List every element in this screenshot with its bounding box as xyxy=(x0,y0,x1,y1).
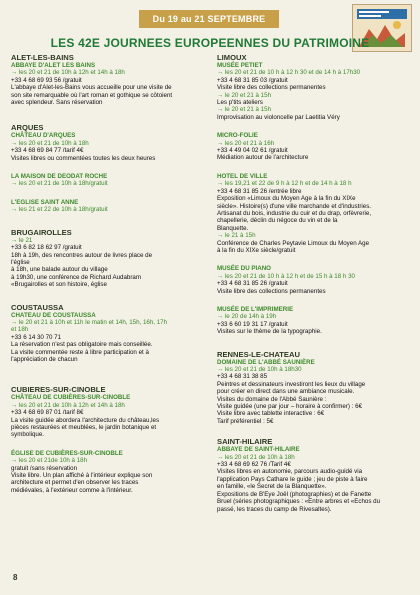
venue-heading: MUSÉE PETIET xyxy=(217,62,263,69)
schedule-line: → les 21 et 22 de 10h à 18h/gratuit xyxy=(11,206,108,214)
schedule-line: → les 20 et 21de 10h à 18h xyxy=(11,457,88,465)
info-line: architecture et permet d'en observer les traces xyxy=(11,479,139,487)
info-line: Artisanat du bois, industrie du cuir et du drap, orfèvrerie, xyxy=(217,209,372,217)
venue-heading: MICRO-FOLIE xyxy=(217,132,258,140)
info-line: +33 4 68 69 84 77 /tarif 4€ xyxy=(11,147,84,155)
info-line: Visite libre. Un plan affiché à l'intérieur explique son xyxy=(11,472,153,480)
info-line: à 18h, une balade autour du village xyxy=(11,266,108,274)
venue-heading: ÉGLISE DE CUBIÈRES-SUR-CINOBLE xyxy=(11,449,123,457)
info-line: +33 4 68 31 85 03 /gratuit xyxy=(217,76,288,84)
info-line: l'église xyxy=(11,258,30,266)
town-heading: SAINT-HILAIRE xyxy=(217,437,273,447)
info-line: symbolique. xyxy=(11,431,45,439)
info-line: l'appréciation de chacun xyxy=(11,355,78,363)
info-line: L'abbaye d'Alet-les-Bains vous accueille pour une visite de xyxy=(11,84,172,92)
info-line: Conférence de Charles Peytavie Limoux du Moyen Age xyxy=(217,239,370,247)
info-line: à 19h30, une conférence de Richard Audabram xyxy=(11,273,142,281)
info-line: +33 4 49 04 02 61 /gratuit xyxy=(217,147,288,155)
schedule-line: → les 20 et 21 de 10h à 18h xyxy=(217,453,295,461)
info-line: passé, les traces du camp de Rivesaltes). xyxy=(217,505,332,513)
venue-heading: LA MAISON DE DEODAT ROCHE xyxy=(11,173,108,181)
info-line: Médiation autour de l'architecture xyxy=(217,154,309,162)
info-line: pour créer en direct dans une ambiance musicale. xyxy=(217,388,355,396)
info-line: en famille, «le Secret de la Blanquette». xyxy=(217,483,327,491)
venue-heading: CHATEAU DE COUSTAUSSA xyxy=(11,311,96,319)
venue-heading: MUSÉE DU PIANO xyxy=(217,265,271,273)
right-column xyxy=(217,53,413,513)
info-line: Improvisation au violoncelle par Laetitia Véry xyxy=(217,113,340,121)
info-line: pièces restaurées et meublées, le jardin botanique et xyxy=(11,424,157,431)
venue-heading: CHÂTEAU DE CUBIÈRES-SUR-CINOBLE xyxy=(11,394,131,402)
info-line: La visite guidée abordera l'architecture du château,les xyxy=(11,416,160,424)
info-line: chapellerie, déclin du négoce du vin et de la xyxy=(217,217,338,225)
info-line: son site remarquable où l'art roman et gothique se côtoient xyxy=(11,91,173,99)
info-line: Visites libres en autonomie, parcours audio-guidé via xyxy=(217,468,363,476)
info-line: à la fin du XIXe siècle/gratuit xyxy=(217,246,296,254)
page-number: 8 xyxy=(13,573,18,582)
info-line: Les p'tits ateliers xyxy=(217,99,263,107)
info-line: +33 6 82 18 62 97 /gratuit xyxy=(11,244,82,252)
info-line: Visite guidée (une par jour – horaire à confirmer) : 6€ xyxy=(217,403,363,411)
venue-heading: ABBAYE DE SAINT-HILAIRE xyxy=(217,446,300,454)
info-line: Visites sur le thème de la typographie. xyxy=(217,328,322,336)
info-line: Visites du domaine de l'Abbé Saunière : xyxy=(217,395,327,403)
info-line: Blanquette. xyxy=(217,224,249,232)
left-column xyxy=(11,53,206,494)
info-line: «Brugairolles et son histoire, église xyxy=(11,281,107,289)
date-banner: Du 19 au 21 SEPTEMBRE xyxy=(139,10,279,28)
info-line: +33 4 68 31 38 85 xyxy=(217,373,268,381)
info-line: médiévales, à l'extérieur comme à l'intérieur. xyxy=(11,486,133,494)
schedule-line: → les 20 et 21 à 16h xyxy=(217,139,275,147)
schedule-line: → le 21 xyxy=(11,236,33,244)
info-line: 18h à 19h, des rencontres autour de livres place de xyxy=(11,251,153,259)
venue-heading: L'EGLISE SAINT ANNE xyxy=(11,198,79,206)
venue-heading: CHÂTEAU D'ARQUES xyxy=(11,132,76,140)
info-line: Exposition «Limoux du Moyen Age à la fin du XIXe xyxy=(217,195,356,203)
info-line: Bruel (séries photographiques : «Entre arbres et «Echos du xyxy=(217,498,381,506)
town-heading: RENNES-LE-CHATEAU xyxy=(217,349,300,359)
schedule-line: → le 21 à 15h xyxy=(217,232,256,240)
info-line: La réservation n'est pas obligatoire mais conseillée. xyxy=(11,341,153,349)
schedule-line: → les 20 et 21 de 10 h à 12 h et de 15 h à 18 h 30 xyxy=(217,272,355,280)
info-line: La visite commentée reste à libre participation et à xyxy=(11,348,149,356)
page-title: LES 42E JOURNEES EUROPEENNES DU PATRIMOINE xyxy=(50,36,370,50)
info-line: +33 4 68 69 62 76 /Tarif 4€ xyxy=(217,461,291,469)
schedule-line: → les 20 et 21 de 10h à 18h xyxy=(11,139,89,147)
town-heading: ALET-LES-BAINS xyxy=(11,53,74,62)
schedule-line: → les 20 et 21 de 10h à 12h et 14h à 18h xyxy=(11,401,125,409)
schedule-line: → le 20 et 21 à 15h xyxy=(217,106,272,114)
info-line: l'application Pays Cathare le guide ; jeu de piste à faire xyxy=(217,475,368,483)
venue-heading: MUSÉE DE L'IMPRIMERIE xyxy=(217,305,294,313)
venue-heading: DOMAINE DE L'ABBÉ SAUNIÈRE xyxy=(217,358,315,366)
schedule-line: → les 19,21 et 22 de 9 h à 12 h et de 14 h à 18 h xyxy=(217,180,352,188)
town-heading: BRUGAIROLLES xyxy=(11,227,72,237)
town-heading: COUSTAUSSA xyxy=(11,302,64,312)
schedule-line: → le 20 et 21 à 15h xyxy=(217,91,272,99)
schedule-line: et 18h xyxy=(11,326,29,334)
info-line: Visites libres ou commentées toutes les deux heures xyxy=(11,154,156,162)
info-line: +33 4 68 31 85 26 /gratuit xyxy=(217,280,288,288)
schedule-line: → les 20 et 21 de 10h à 18h30 xyxy=(217,366,302,373)
info-line: Visite libre des collections permanentes xyxy=(217,287,326,295)
town-heading: LIMOUX xyxy=(217,53,247,62)
town-heading: ARQUES xyxy=(11,123,44,133)
schedule-line: → les 20 et 21 de 10 h à 12 h 30 et de 14 h à 17h30 xyxy=(217,69,361,77)
info-line: +33 4 68 69 93 56 /gratuit xyxy=(11,76,82,84)
venue-heading: HOTEL DE VILLE xyxy=(217,172,268,180)
info-line: Visite libre avec tablette interactive : 6€ xyxy=(217,410,325,418)
schedule-line: → les 20 et 21 de 10h à 12h et 14h à 18h xyxy=(11,69,125,77)
info-line: siècle». Histoire(s) d'une ville marchande et d'industries. xyxy=(217,202,372,210)
info-line: Tarif préférentiel : 5€ xyxy=(217,417,274,425)
info-line: +33 6 14 30 70 71 xyxy=(11,333,62,341)
info-line: +33 4 68 31 85 26 /entrée libre xyxy=(217,187,302,195)
info-line: gratuit /sans réservation xyxy=(11,464,78,472)
info-line: +33 6 60 19 31 17 /gratuit xyxy=(217,320,288,328)
info-line: +33 4 68 69 87 01 /tarif 8€ xyxy=(11,409,84,417)
info-line: avec splendeur. Sans réservation xyxy=(11,99,103,107)
info-line: Visite libre des collections permanentes xyxy=(217,84,326,92)
info-line: Expositions de B'Eye Joël (photographies) et de Fanette xyxy=(217,490,372,498)
schedule-line: → le 20 de 14h à 19h xyxy=(217,313,277,321)
info-line: Peintres et dessinateurs investiront les lieux du village xyxy=(217,380,366,388)
town-heading: CUBIERES-SUR-CINOBLE xyxy=(11,385,106,395)
schedule-line: → les 20 et 21 de 10h à 18h/gratuit xyxy=(11,180,108,188)
venue-heading: ABBAYE D'ALET LES BAINS xyxy=(11,62,96,69)
schedule-line: → le 20 et 21 à 10h et 11h le matin et 14h, 15h, 16h, 17h xyxy=(11,318,168,326)
